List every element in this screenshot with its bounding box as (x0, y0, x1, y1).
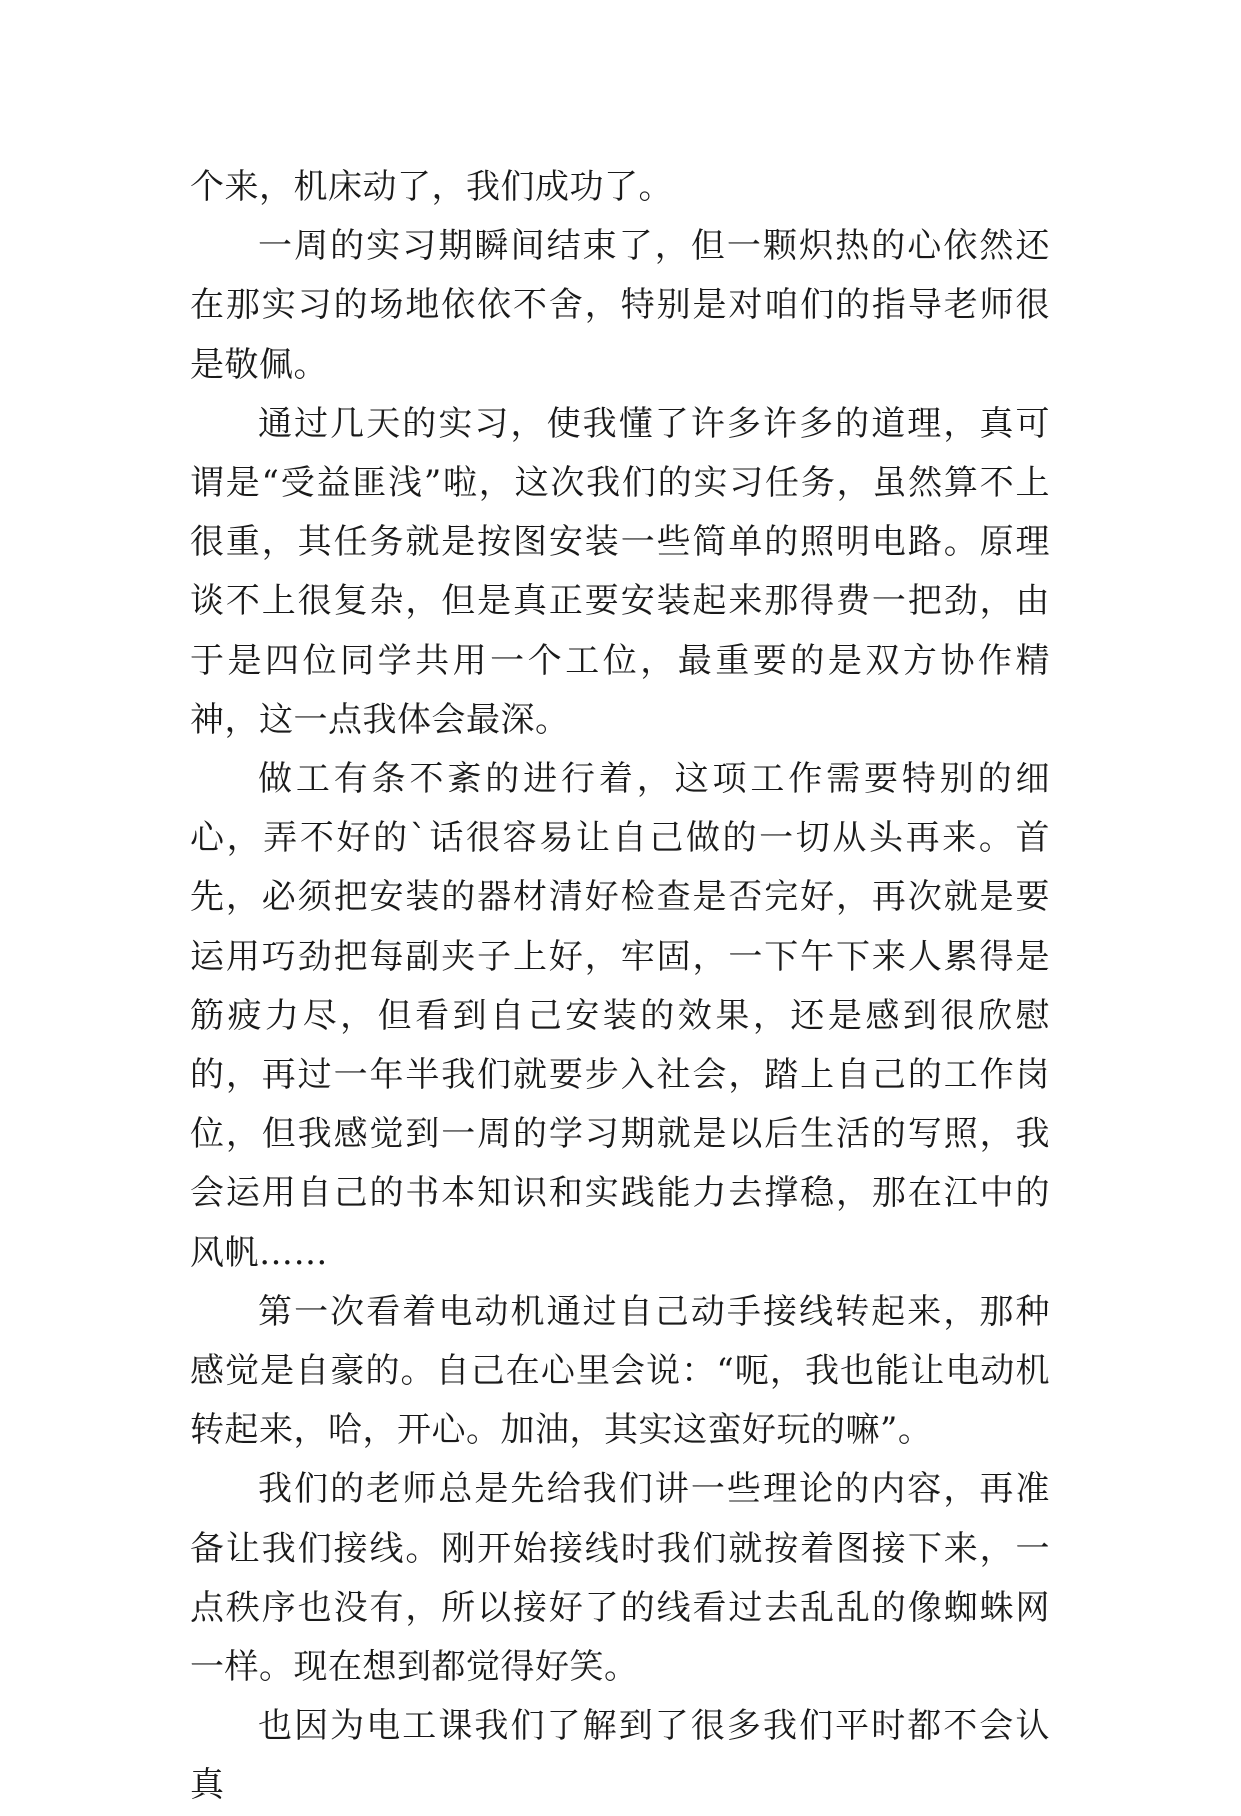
paragraph: 也因为电工课我们了解到了很多我们平时都不会认真 (190, 1706, 1050, 1806)
paragraph-continuation: 个来，机床动了，我们成功了。 (190, 167, 673, 207)
paragraph: 通过几天的实习，使我懂了许多许多的道理，真可谓是“受益匪浅”啦，这次我们的实习任务，虽然算不上很重，其任务就是按图安装一些简单的照明电路。原理谈不上很复杂，但是真正要安装起来那得费一把劲，由于是四位同学共用一个工位，最重要的是双方协作精神，这一点我体会最深。 (190, 403, 1050, 740)
paragraph: 我们的老师总是先给我们讲一些理论的内容，再准备让我们接线。刚开始接线时我们就按着图接下来，一点秩序也没有，所以接好了的线看过去乱乱的像蜘蛛网一样。现在想到都觉得好笑。 (190, 1469, 1050, 1688)
paragraph: 做工有条不紊的进行着，这项工作需要特别的细心，弄不好的`话很容易让自己做的一切从头再来。首先，必须把安装的器材清好检查是否完好，再次就是要运用巧劲把每副夹子上好，牢固，一下午下来人累得是筋疲力尽，但看到自己安装的效果，还是感到很欣慰的，再过一年半我们就要步入社会，踏上自己的工作岗位，但我感觉到一周的学习期就是以后生活的写照，我会运用自己的书本知识和实践能力去撑稳，那在江中的风帆…… (190, 759, 1050, 1273)
body-text (190, 158, 1050, 1816)
paragraph: 第一次看着电动机通过自己动手接线转起来，那种感觉是自豪的。自己在心里会说：“呃，我也能让电动机转起来，哈，开心。加油，其实这蛮好玩的嘛”。 (190, 1291, 1050, 1451)
paragraph: 一周的实习期瞬间结束了，但一颗炽热的心依然还在那实习的场地依依不舍，特别是对咱们的指导老师很是敬佩。 (190, 226, 1050, 385)
